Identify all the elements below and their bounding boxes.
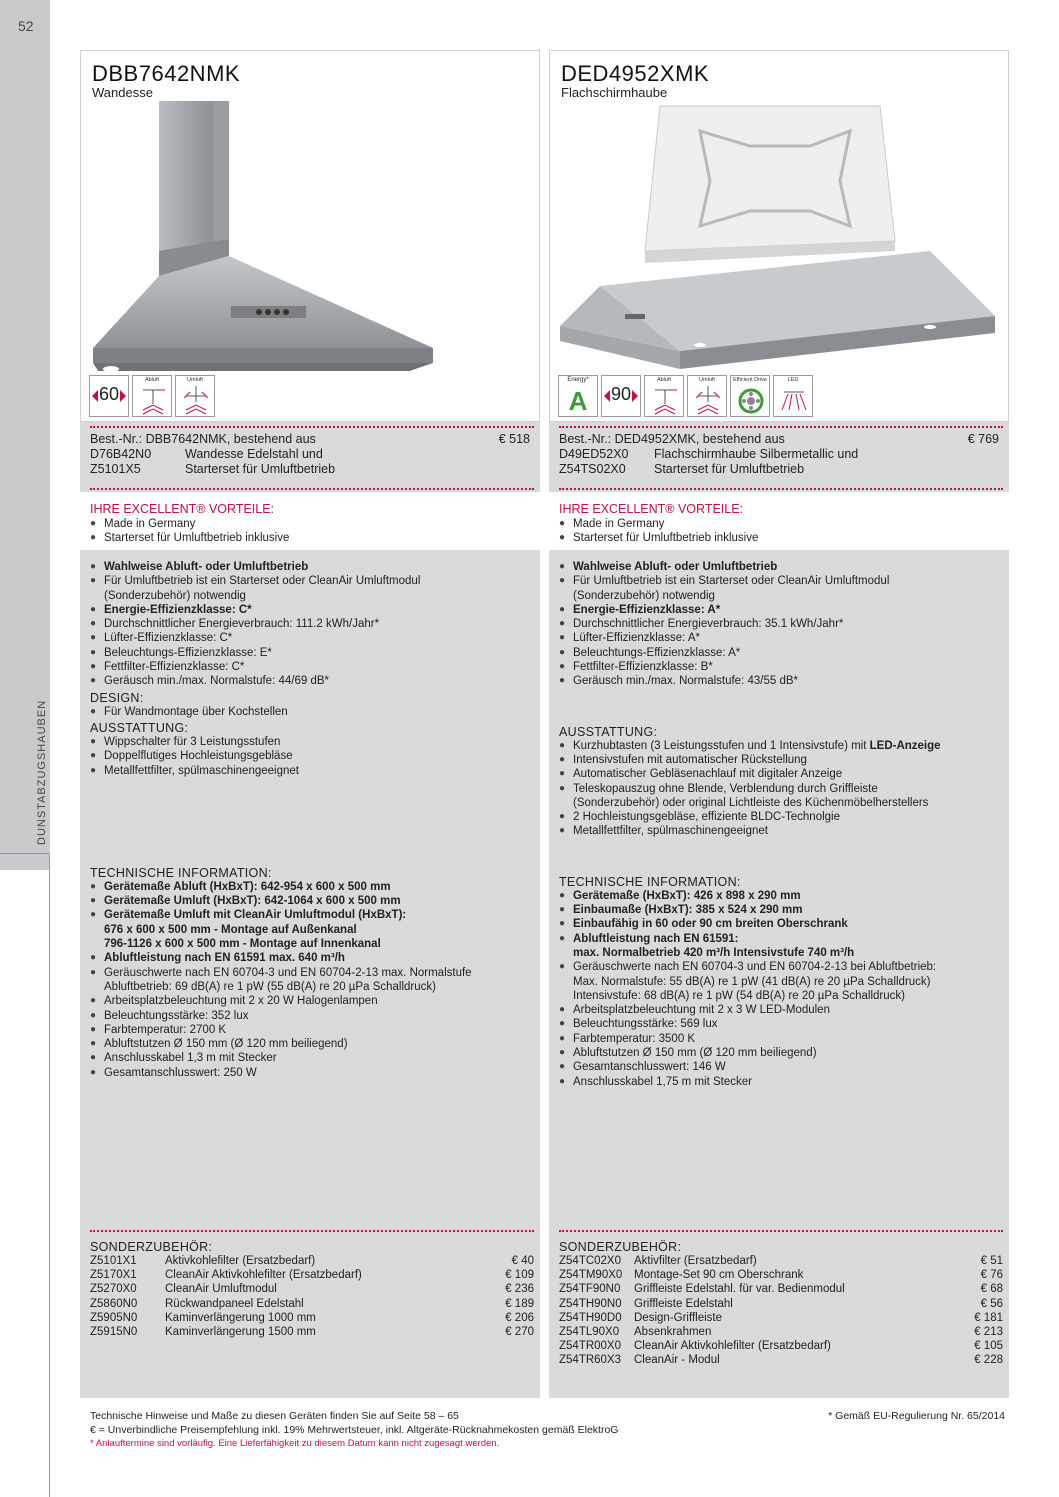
footer (90, 1410, 1005, 1451)
bullet-icon: ● (559, 1032, 566, 1044)
accessory-code: Z54TC02X0 (559, 1255, 622, 1267)
accessory-price: € 206 (505, 1311, 534, 1324)
list-item: ● Gerätemaße Umluft (HxBxT): 642-1064 x 600 x 500 mm (90, 895, 401, 908)
list-item: ● Geräuschwerte nach EN 60704-3 und EN 60704-2-13 max. Normalstufe (90, 966, 472, 979)
chimney-hood-illustration (81, 101, 539, 371)
accessory-code: Z5905N0 (90, 1311, 138, 1324)
tech-list (559, 889, 999, 1089)
accessory-row (90, 1268, 534, 1282)
product-image (550, 101, 1008, 371)
list-item: (Sonderzubehör) notwendig (573, 589, 715, 602)
list-item: ● Fettfilter-Effizienzklasse: C* (90, 661, 245, 674)
accessory-row (559, 1268, 1003, 1282)
bullet-icon: ● (90, 632, 97, 644)
accessory-desc: Absenkrahmen (634, 1326, 712, 1339)
list-item: ● Geräuschwerte nach EN 60704-3 und EN 60704-2-13 bei Abluftbetrieb: (559, 961, 937, 974)
list-item: 796-1126 x 600 x 500 mm - Montage auf Innenkanal (104, 938, 381, 951)
bullet-icon: ● (90, 1066, 97, 1078)
bullet-icon: ● (559, 825, 566, 837)
order-number: Best.-Nr.: DBB7642NMK, bestehend aus (90, 432, 316, 446)
accessories-heading: SONDERZUBEHÖR: (559, 1240, 682, 1254)
list-item: ● Metallfettfilter, spülmaschinengeeignet (90, 764, 299, 777)
bullet-icon: ● (559, 1061, 566, 1073)
list-item: (Sonderzubehör) oder original Lichtleiste des Küchenmöbelherstellers (573, 796, 929, 809)
list-item: ● Energie-Effizienzklasse: C* (90, 603, 252, 616)
list-item: ● Beleuchtungsstärke: 352 lux (90, 1009, 249, 1022)
umluft-icon: Umluft (175, 375, 215, 417)
list-item: ● Starterset für Umluftbetrieb inklusive (90, 532, 290, 545)
list-item: ● Lüfter-Effizienzklasse: C* (90, 632, 233, 645)
dotted-divider (559, 488, 1003, 490)
list-item: ● Wippschalter für 3 Leistungsstufen (90, 735, 281, 748)
accessory-desc: CleanAir Umluftmodul (165, 1283, 277, 1296)
accessory-code: Z54TR60X3 (559, 1354, 622, 1367)
bullet-icon: ● (559, 632, 566, 644)
bullet-icon: ● (90, 575, 97, 587)
bullet-icon: ● (90, 618, 97, 630)
bullet-icon: ● (90, 1009, 97, 1021)
margin-accent-line (49, 855, 50, 1497)
list-item: Intensivstufe: 68 dB(A) re 1 pW (54 dB(A) re 20 µPa Schalldruck) (573, 989, 905, 1002)
accessory-row (559, 1353, 1003, 1367)
model-name: DED4952XMK (561, 61, 710, 86)
accessory-code: Z54TF90N0 (559, 1283, 621, 1296)
bullet-icon: ● (559, 575, 566, 587)
dotted-divider (559, 1230, 1003, 1232)
feature-list (559, 560, 999, 689)
accessory-code: Z5101X1 (90, 1255, 137, 1267)
accessory-row (90, 1311, 534, 1325)
accessory-desc: Aktivkohlefilter (Ersatzbedarf) (165, 1255, 316, 1267)
bullet-icon: ● (559, 603, 566, 615)
bullet-icon: ● (90, 1052, 97, 1064)
width-90-icon: 90 (601, 375, 641, 417)
bullet-icon: ● (559, 782, 566, 794)
accessory-code: Z54TH90N0 (559, 1297, 622, 1310)
bullet-icon: ● (559, 739, 566, 751)
accessory-code: Z5170X1 (90, 1269, 137, 1282)
accessory-desc: Aktivfilter (Ersatzbedarf) (634, 1255, 757, 1267)
advantages-heading: IHRE EXCELLENT® VORTEILE: (90, 502, 275, 516)
bullet-icon: ● (90, 1038, 97, 1050)
advantages (549, 492, 1009, 550)
list-item: ● Abluftstutzen Ø 150 mm (Ø 120 mm beiliegend) (559, 1047, 817, 1060)
accessory-desc: Griffleiste Edelstahl (634, 1297, 733, 1310)
details-panel (549, 550, 1009, 1398)
accessory-price: € 181 (974, 1311, 1003, 1324)
accessory-code: Z54TR00X0 (559, 1340, 622, 1353)
list-item: ● Farbtemperatur: 2700 K (90, 1023, 227, 1036)
equipment-heading: AUSSTATTUNG: (559, 724, 658, 739)
abluft-icon: Abluft (132, 375, 172, 417)
order-number: Best.-Nr.: DED4952XMK, bestehend aus (559, 432, 785, 446)
list-item: ● Für Umluftbetrieb ist ein Starterset oder CleanAir Umluftmodul (90, 575, 421, 588)
footer-note: € = Unverbindliche Preisempfehlung inkl. 19% Mehrwertsteuer, inkl. Altgeräte-Rücknahmekosten gemäß ElektroG (90, 1423, 619, 1436)
accessory-row (559, 1339, 1003, 1353)
accessories (90, 1230, 534, 1339)
product-image (81, 101, 539, 371)
list-item: ● Automatischer Gebläsenachlauf mit digitaler Anzeige (559, 768, 843, 781)
list-item: ● Für Umluftbetrieb ist ein Starterset oder CleanAir Umluftmodul (559, 575, 890, 588)
bullet-icon: ● (559, 1018, 566, 1030)
details-panel (80, 550, 540, 1398)
footer-note: Technische Hinweise und Maße zu diesen Geräten finden Sie auf Seite 58 – 65 (90, 1410, 459, 1422)
order-info (549, 422, 1009, 492)
accessory-desc: Kaminverlängerung 1000 mm (165, 1311, 316, 1324)
list-item: ● Doppelflutiges Hochleistungsgebläse (90, 750, 293, 763)
bullet-icon: ● (90, 880, 97, 892)
order-info (80, 422, 540, 492)
page-number: 52 (18, 18, 34, 34)
accessory-row (90, 1254, 534, 1268)
led-icon: LED (773, 375, 813, 417)
accessory-row (559, 1282, 1003, 1296)
bullet-icon: ● (559, 1075, 566, 1087)
model-type: Wandesse (92, 85, 153, 100)
accessory-price: € 51 (980, 1255, 1003, 1267)
list-item: ● Metallfettfilter, spülmaschinengeeignet (559, 825, 768, 838)
accessory-desc: CleanAir Aktivkohlefilter (Ersatzbedarf) (634, 1340, 831, 1353)
order-item: Z54TS02X0 Starterset für Umluftbetrieb (559, 462, 805, 476)
accessory-code: Z54TM90X0 (559, 1269, 623, 1282)
bullet-icon: ● (559, 904, 566, 916)
list-item: ● Durchschnittlicher Energieverbrauch: 111.2 kWh/Jahr* (90, 618, 380, 631)
price: € 769 (967, 432, 999, 446)
list-item: ● Wahlweise Abluft- oder Umluftbetrieb (559, 561, 778, 573)
list-item: ● Abluftleistung nach EN 61591 max. 640 m³/h (90, 952, 345, 965)
tech-heading: TECHNISCHE INFORMATION: (559, 874, 741, 889)
bullet-icon: ● (559, 561, 566, 572)
list-item: ● Einbaufähig in 60 oder 90 cm breiten Oberschrank (559, 918, 848, 931)
advantages (80, 492, 540, 550)
bullet-icon: ● (559, 811, 566, 823)
width-60-icon: 60 (89, 375, 129, 417)
bullet-icon: ● (559, 918, 566, 930)
accessory-code: Z5270X0 (90, 1283, 137, 1296)
order-item: D76B42N0 Wandesse Edelstahl und (90, 447, 323, 461)
bullet-icon: ● (90, 995, 97, 1007)
bullet-icon: ● (559, 675, 566, 687)
accessory-row (559, 1325, 1003, 1339)
list-item: ● Gerätemaße Abluft (HxBxT): 642-954 x 600 x 500 mm (90, 880, 391, 893)
bullet-icon: ● (559, 753, 566, 765)
bullet-icon: ● (90, 603, 97, 615)
accessory-row (559, 1311, 1003, 1325)
list-item: ● Anschlusskabel 1,75 m mit Stecker (559, 1075, 752, 1088)
accessory-price: € 40 (511, 1255, 534, 1267)
list-item: ● Fettfilter-Effizienzklasse: B* (559, 661, 713, 674)
accessory-row (559, 1254, 1003, 1268)
accessory-price: € 105 (974, 1340, 1003, 1353)
dotted-divider (559, 426, 1003, 428)
list-item: ● Farbtemperatur: 3500 K (559, 1032, 696, 1045)
bullet-icon: ● (559, 1047, 566, 1059)
bullet-icon: ● (559, 661, 566, 673)
accessories-heading: SONDERZUBEHÖR: (90, 1240, 213, 1254)
bullet-icon: ● (90, 909, 97, 921)
footer-regulation: * Gemäß EU-Regulierung Nr. 65/2014 (828, 1410, 1005, 1422)
bullet-icon: ● (90, 966, 97, 978)
accessory-desc: CleanAir - Modul (634, 1354, 720, 1367)
section-label: DUNSTABZUGSHAUBEN (36, 699, 48, 845)
bullet-icon: ● (90, 675, 97, 687)
list-item: ● 2 Hochleistungsgebläse, effiziente BLDC-Technolgie (559, 811, 841, 824)
accessory-desc: Kaminverlängerung 1500 mm (165, 1326, 316, 1339)
accessories-list (90, 1254, 534, 1339)
accessory-desc: Montage-Set 90 cm Oberschrank (634, 1269, 804, 1282)
sidebar-accent-line (0, 853, 50, 854)
dotted-divider (90, 1230, 534, 1232)
list-item: ● Geräusch min./max. Normalstufe: 43/55 dB* (559, 675, 798, 688)
list-item: ● Geräusch min./max. Normalstufe: 44/69 dB* (90, 675, 329, 688)
feature-icons (89, 375, 215, 417)
price: € 518 (498, 432, 530, 446)
accessory-code: Z54TH90D0 (559, 1311, 622, 1324)
accessory-code: Z54TL90X0 (559, 1326, 620, 1339)
list-item: ● Arbeitsplatzbeleuchtung mit 2 x 20 W Halogenlampen (90, 995, 378, 1008)
equipment-heading: AUSSTATTUNG: (90, 720, 189, 735)
list-item: 676 x 600 x 500 mm - Montage auf Außenkanal (104, 923, 357, 936)
accessory-price: € 76 (980, 1269, 1003, 1282)
product-card (549, 50, 1009, 422)
order-item: D49ED52X0 Flachschirmhaube Silbermetallic und (559, 447, 859, 461)
product-column-left (80, 50, 540, 1398)
list-item: ● Anschlusskabel 1,3 m mit Stecker (90, 1052, 277, 1065)
advantages-heading: IHRE EXCELLENT® VORTEILE: (559, 502, 744, 516)
dotted-divider (90, 488, 534, 490)
list-item: ● Durchschnittlicher Energieverbrauch: 35.1 kWh/Jahr* (559, 618, 844, 631)
bullet-icon: ● (90, 1023, 97, 1035)
accessory-price: € 213 (974, 1326, 1003, 1339)
equipment-list (90, 735, 530, 778)
list-item: ● Gesamtanschlusswert: 146 W (559, 1061, 726, 1074)
telescopic-hood-illustration (550, 101, 1008, 371)
list-item: ● Kurzhubtasten (3 Leistungsstufen und 1 Intensivstufe) mit LED-Anzeige (559, 739, 941, 752)
list-item: max. Normalbetrieb 420 m³/h Intensivstufe 740 m³/h (573, 946, 855, 959)
accessories (559, 1230, 1003, 1368)
accessory-code: Z5915N0 (90, 1326, 138, 1339)
list-item: ● Intensivstufen mit automatischer Rückstellung (559, 753, 807, 766)
footer-disclaimer: * Anlauftermine sind vorläufig. Eine Lieferfähigkeit zu diesem Datum kann nicht zugesagt werden. (90, 1438, 500, 1449)
bullet-icon: ● (90, 561, 97, 572)
feature-icons (558, 375, 813, 417)
model-name: DBB7642NMK (92, 61, 241, 86)
efficient-drive-icon: Efficient Drive (730, 375, 770, 417)
accessory-row (90, 1282, 534, 1296)
accessory-row (90, 1297, 534, 1311)
bullet-icon: ● (559, 646, 566, 658)
accessory-price: € 68 (980, 1283, 1003, 1296)
feature-list (90, 560, 530, 689)
accessory-row (90, 1325, 534, 1339)
bullet-icon: ● (90, 952, 97, 964)
bullet-icon: ● (90, 750, 97, 762)
accessory-price: € 56 (980, 1297, 1003, 1310)
tech-heading: TECHNISCHE INFORMATION: (90, 865, 272, 880)
model-type: Flachschirmhaube (561, 85, 668, 100)
bullet-icon: ● (90, 764, 97, 776)
list-item: ● Abluftstutzen Ø 150 mm (Ø 120 mm beiliegend) (90, 1038, 348, 1051)
abluft-icon: Abluft (644, 375, 684, 417)
equipment-list (559, 739, 999, 839)
product-card (80, 50, 540, 422)
accessory-price: € 109 (505, 1269, 534, 1282)
accessory-price: € 189 (505, 1297, 534, 1310)
list-item: ● Für Wandmontage über Kochstellen (90, 705, 288, 718)
accessory-desc: CleanAir Aktivkohlefilter (Ersatzbedarf) (165, 1269, 362, 1282)
accessory-price: € 270 (505, 1326, 534, 1339)
accessory-desc: Griffleiste Edelstahl. für var. Bedienmodul (634, 1283, 845, 1296)
list-item: ● Gerätemaße (HxBxT): 426 x 898 x 290 mm (559, 889, 801, 902)
bullet-icon: ● (559, 768, 566, 780)
list-item: ● Gesamtanschlusswert: 250 W (90, 1066, 257, 1079)
list-item: ● Made in Germany (559, 518, 665, 530)
bullet-icon: ● (90, 661, 97, 673)
bullet-icon: ● (559, 1004, 566, 1016)
list-item: ● Arbeitsplatzbeleuchtung mit 2 x 3 W LED-Modulen (559, 1004, 830, 1017)
list-item: ● Beleuchtungs-Effizienzklasse: E* (90, 646, 272, 659)
list-item: ● Made in Germany (90, 518, 196, 530)
list-item: ● Teleskopauszug ohne Blende, Verblendung durch Griffleiste (559, 782, 878, 795)
bullet-icon: ● (559, 889, 566, 901)
list-item: Max. Normalstufe: 55 dB(A) re 1 pW (41 dB(A) re 20 µPa Schalldruck) (573, 975, 931, 988)
dotted-divider (90, 426, 534, 428)
accessory-desc: Rückwandpaneel Edelstahl (165, 1297, 304, 1310)
list-item: ● Lüfter-Effizienzklasse: A* (559, 632, 700, 645)
bullet-icon: ● (559, 961, 566, 973)
list-item: ● Starterset für Umluftbetrieb inklusive (559, 532, 759, 545)
order-item: Z5101X5 Starterset für Umluftbetrieb (90, 462, 336, 476)
list-item: ● Wahlweise Abluft- oder Umluftbetrieb (90, 561, 309, 573)
list-item: (Sonderzubehör) notwendig (104, 589, 246, 602)
umluft-icon: Umluft (687, 375, 727, 417)
list-item: ● Abluftleistung nach EN 61591: (559, 932, 739, 945)
bullet-icon: ● (559, 932, 566, 944)
bullet-icon: ● (559, 618, 566, 630)
accessories-list (559, 1254, 1003, 1368)
bullet-icon: ● (90, 735, 97, 747)
accessory-price: € 228 (974, 1354, 1003, 1367)
accessory-code: Z5860N0 (90, 1297, 138, 1310)
accessory-desc: Design-Griffleiste (634, 1311, 722, 1324)
list-item: ● Energie-Effizienzklasse: A* (559, 603, 721, 616)
bullet-icon: ● (90, 646, 97, 658)
list-item: ● Beleuchtungsstärke: 569 lux (559, 1018, 718, 1031)
list-item: ● Beleuchtungs-Effizienzklasse: A* (559, 646, 741, 659)
design-heading: DESIGN: (90, 690, 144, 705)
accessory-price: € 236 (505, 1283, 534, 1296)
list-item: ● Einbaumaße (HxBxT): 385 x 524 x 290 mm (559, 904, 803, 917)
list-item: ● Gerätemaße Umluft mit CleanAir Umluftmodul (HxBxT): (90, 909, 407, 922)
tech-list (90, 880, 530, 1080)
accessory-row (559, 1297, 1003, 1311)
bullet-icon: ● (90, 895, 97, 907)
product-column-right (549, 50, 1009, 1398)
energy-label-icon: Energy* A (558, 375, 598, 417)
list-item: Abluftbetrieb: 69 dB(A) re 1 pW (55 dB(A) re 20 µPa Schalldruck) (104, 980, 436, 993)
